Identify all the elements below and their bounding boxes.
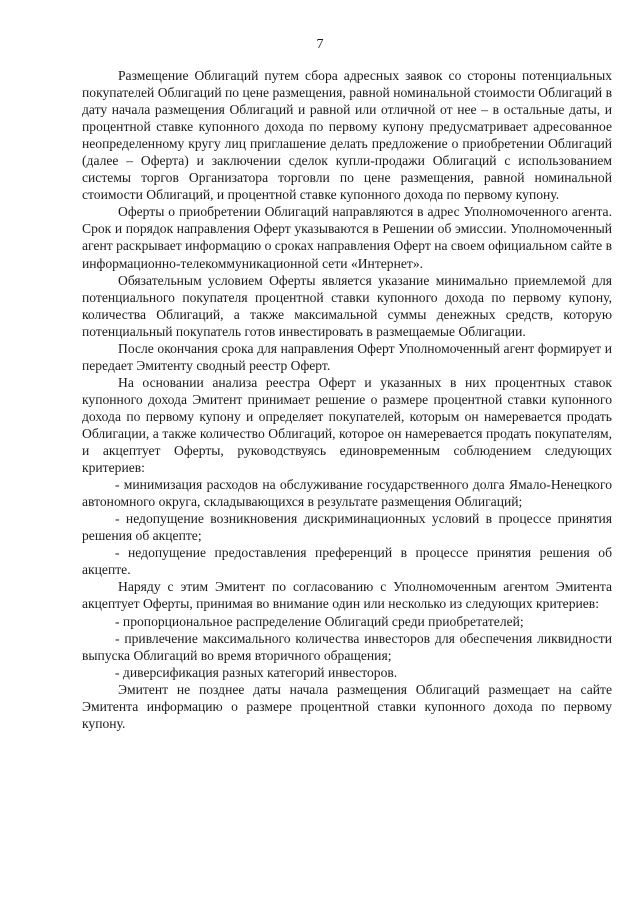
paragraph-rate-disclosure: Эмитент не позднее даты начала размещения Облигаций размещает на сайте Эмитента информацию о размере процентной ставки купонного дохода по первому купону. (82, 681, 612, 731)
paragraph-placement-method: Размещение Облигаций путем сбора адресных заявок со стороны потенциальных покупателей Облигаций по цене размещения, равной номинальной стоимости Облигаций в дату начала размещения Облигаций и равной или отличной от нее – в остальные даты, и процентной ставке купонного дохода по первому купону предусматривает адресованное неопределенному кругу лиц приглашение делать предложение о приобретении Облигаций (далее – Оферта) и заключении сделок купли-продажи Облигаций с использованием системы торгов Организатора торговли по цене размещения, равной номинальной стоимости Облигаций, и процентной ставке купонного дохода по первому купону. (82, 68, 613, 203)
document-body (82, 67, 612, 732)
criterion-item: - пропорциональное распределение Облигаций среди приобретателей; (115, 613, 524, 629)
paragraph-offers-registry: После окончания срока для направления Оферт Уполномоченный агент формирует и передает Эмитенту сводный реестр Оферт. (82, 340, 612, 373)
paragraph-additional-criteria: Наряду с этим Эмитент по согласованию с Уполномоченным агентом Эмитента акцептует Оферты, принимая во внимание один или несколько из следующих критериев: (82, 579, 612, 612)
paragraph-offers-direction: Оферты о приобретении Облигаций направляются в адрес Уполномоченного агента. Срок и порядок направления Оферт указываются в Решении об эмиссии. Уполномоченный агент раскрывает информацию о сроках направления Оферт на своем официальном сайте в информационно-телекоммуникационной сети «Интернет». (82, 204, 612, 271)
paragraph-offer-conditions: Обязательным условием Оферты является указание минимально приемлемой для потенциального покупателя процентной ставки купонного дохода по первому купону, количества Облигаций, а также максимальной суммы денежных средств, которую потенциальный покупатель готов инвестировать в размещаемые Облигации. (82, 272, 612, 339)
criterion-item: - минимизация расходов на обслуживание государственного долга Ямало-Ненецкого автономного округа, складывающихся в результате размещения Облигаций; (82, 477, 612, 510)
criterion-item: - диверсификация разных категорий инвесторов. (115, 664, 398, 680)
page-number: 7 (316, 37, 324, 52)
criterion-item: - привлечение максимального количества инвесторов для обеспечения ликвидности выпуска Облигаций во время вторичного обращения; (82, 630, 612, 663)
criterion-item: - недопущение предоставления преференций в процессе принятия решения об акцепте. (82, 545, 612, 578)
paragraph-issuer-decision: На основании анализа реестра Оферт и указанных в них процентных ставок купонного дохода Эмитент принимает решение о размере процентной ставки купонного дохода по первому купону и определяет покупателей, которым он намеревается продать Облигации, а также количество Облигаций, которое он намеревается продать покупателям, и акцептует Оферты, руководствуясь единовременным соблюдением следующих критериев: (82, 374, 612, 476)
criterion-item: - недопущение возникновения дискриминационных условий в процессе принятия решения об акцепте; (82, 511, 612, 544)
